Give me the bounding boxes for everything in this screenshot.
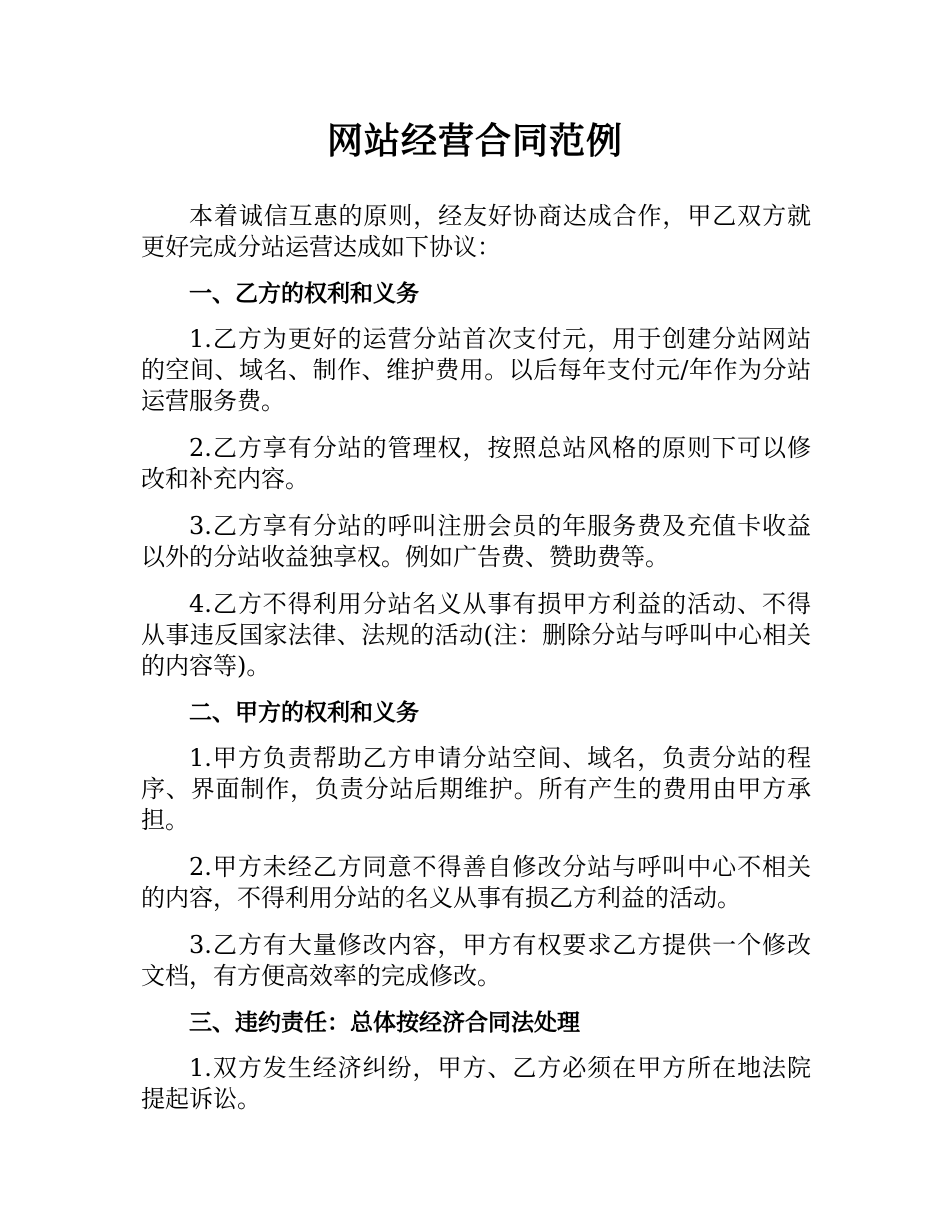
section-1-paragraph-4: 4.乙方不得利用分站名义从事有损甲方利益的活动、不得从事违反国家法律、法规的活动(注：删除分站与呼叫中心相关的内容等)。 (141, 590, 811, 680)
section-3-paragraph-1: 1.双方发生经济纠纷，甲方、乙方必须在甲方所在地法院提起诉讼。 (141, 1054, 811, 1113)
section-heading-2: 二、甲方的权利和义务 (189, 700, 419, 726)
section-heading-1: 一、乙方的权利和义务 (189, 281, 419, 307)
section-2-paragraph-3: 3.乙方有大量修改内容，甲方有权要求乙方提供一个修改文档，有方便高效率的完成修改。 (141, 931, 811, 990)
section-1-paragraph-3: 3.乙方享有分站的呼叫注册会员的年服务费及充值卡收益以外的分站收益独享权。例如广告费、赞助费等。 (141, 512, 811, 571)
section-1-paragraph-2: 2.乙方享有分站的管理权，按照总站风格的原则下可以修改和补充内容。 (141, 434, 811, 493)
intro-paragraph: 本着诚信互惠的原则，经友好协商达成合作，甲乙双方就更好完成分站运营达成如下协议： (141, 202, 811, 261)
document-title: 网站经营合同范例 (326, 121, 623, 162)
document-body (141, 201, 811, 1131)
section-heading-3: 三、违约责任：总体按经济合同法处理 (189, 1010, 580, 1036)
section-2-paragraph-2: 2.甲方未经乙方同意不得善自修改分站与呼叫中心不相关的内容，不得利用分站的名义从事有损乙方利益的活动。 (141, 853, 811, 912)
section-2-paragraph-1: 1.甲方负责帮助乙方申请分站空间、域名，负责分站的程序、界面制作，负责分站后期维护。所有产生的费用由甲方承担。 (141, 744, 811, 834)
section-1-paragraph-1: 1.乙方为更好的运营分站首次支付元，用于创建分站网站的空间、域名、制作、维护费用。以后每年支付元/年作为分站运营服务费。 (141, 325, 811, 415)
